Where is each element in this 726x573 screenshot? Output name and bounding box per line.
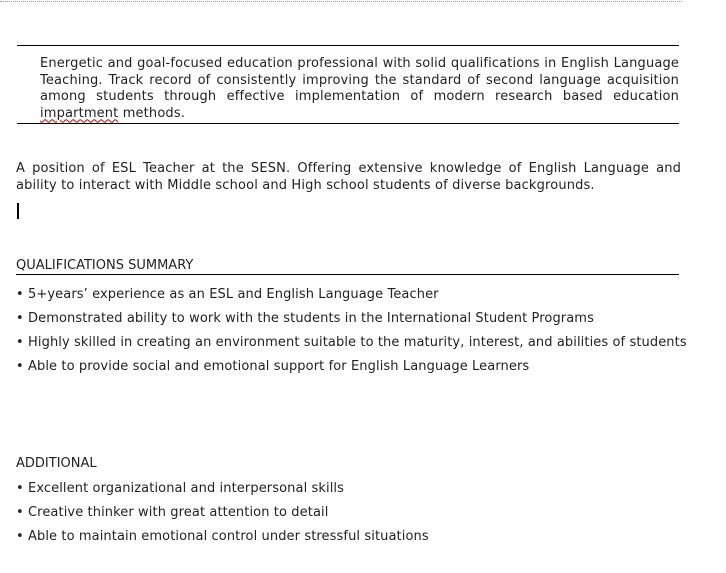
page-top-dotted-rule (0, 1, 682, 2)
bullet-icon: • (16, 311, 24, 326)
bullet-icon: • (16, 359, 24, 374)
spellcheck-flagged-word[interactable]: impartment (40, 105, 119, 121)
bullet-icon: • (16, 505, 24, 520)
summary-text-start: Energetic and goal-focused education professional with solid qualifications in English Language Teaching. Track record of consistently improving the standard of second language acquisition among students through effective implementation of modern research based education (40, 56, 679, 104)
list-item[interactable]: • Demonstrated ability to work with the students in the International Student Programs (16, 311, 594, 326)
list-item[interactable]: • Highly skilled in creating an environment suitable to the maturity, interest, and abilities of students (16, 335, 687, 350)
additional-heading: ADDITIONAL (16, 456, 97, 471)
professional-summary-text[interactable] (40, 56, 679, 122)
list-item[interactable]: • Creative thinker with great attention to detail (16, 505, 329, 520)
list-item[interactable]: • 5+years’ experience as an ESL and English Language Teacher (16, 287, 439, 302)
bullet-icon: • (16, 287, 24, 302)
objective-section[interactable] (16, 161, 681, 194)
summary-text-end: methods. (118, 105, 186, 121)
bullet-icon: • (16, 481, 24, 496)
additional-list (16, 481, 429, 553)
list-item[interactable]: • Able to maintain emotional control under stressful situations (16, 529, 429, 544)
bullet-icon: • (16, 335, 24, 350)
list-item[interactable]: • Excellent organizational and interpersonal skills (16, 481, 345, 496)
professional-summary-box[interactable] (17, 45, 679, 124)
objective-text[interactable]: A position of ESL Teacher at the SESN. Offering extensive knowledge of English Language and ability to interact with Middle school and High school students of diverse backgrounds. (16, 161, 681, 193)
text-cursor (17, 203, 19, 219)
qualifications-list (16, 287, 687, 383)
list-item[interactable]: • Able to provide social and emotional support for English Language Learners (16, 359, 530, 374)
bullet-icon: • (16, 529, 24, 544)
qualifications-heading: QUALIFICATIONS SUMMARY (16, 258, 679, 275)
